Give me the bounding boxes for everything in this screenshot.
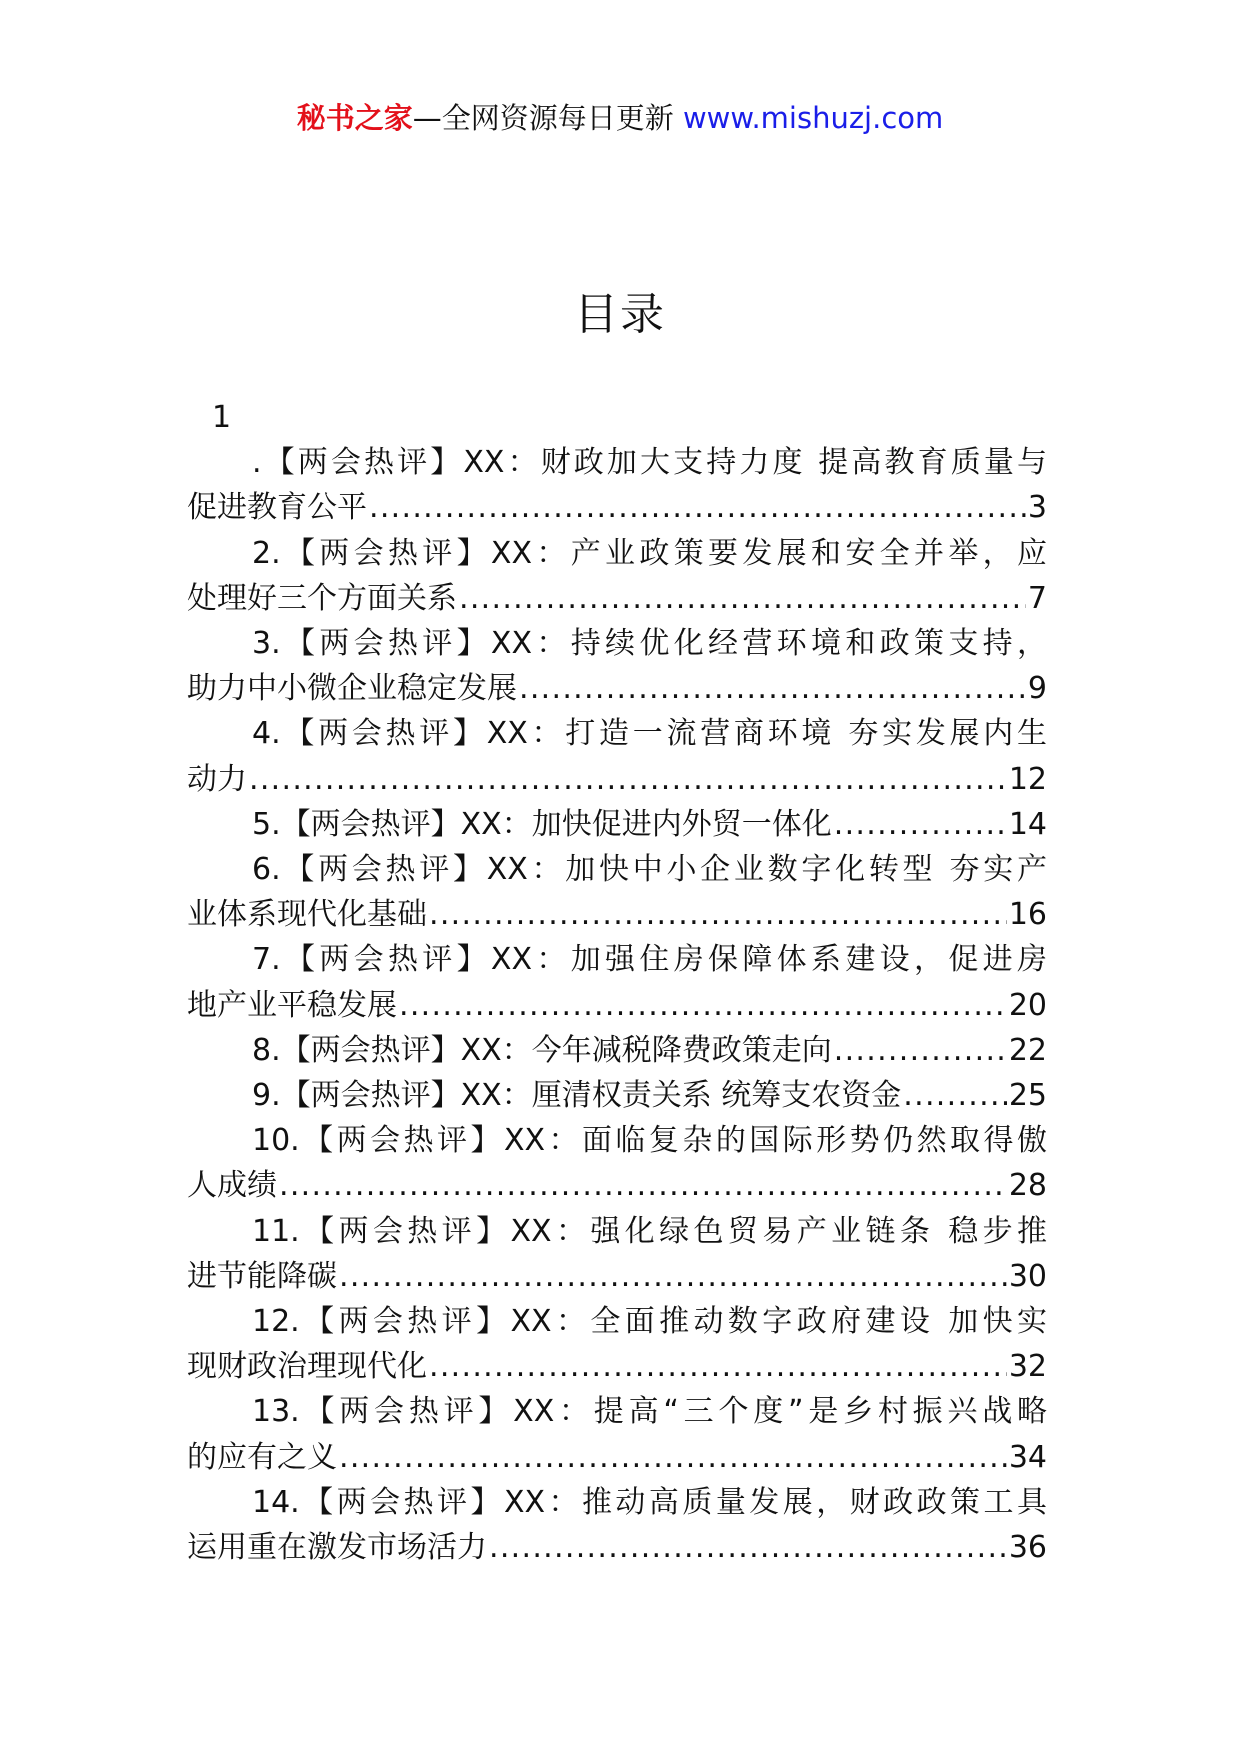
toc-page-number: 28 [1008, 1168, 1047, 1204]
toc-page-number: 34 [1008, 1439, 1047, 1475]
toc-entry-title-continued: 现财政治理现代化 [187, 1349, 427, 1385]
toc-entry-title: 11.【两会热评】XX：强化绿色贸易产业链条 稳步推 [252, 1213, 1047, 1249]
toc-entry[interactable] [187, 1073, 1047, 1118]
toc-entry-title: 5.【两会热评】XX：加快促进内外贸一体化 [252, 806, 832, 842]
toc-page-number: 16 [1008, 897, 1047, 933]
toc-entry-title: 10.【两会热评】XX：面临复杂的国际形势仍然取得傲 [252, 1123, 1047, 1159]
toc-entry-title: 6.【两会热评】XX：加快中小企业数字化转型 夯实产 [252, 852, 1047, 888]
site-header [0, 96, 1240, 137]
dot-leader [279, 1163, 1007, 1208]
toc-page-number: 30 [1008, 1258, 1047, 1294]
toc-entry[interactable] [187, 847, 1047, 937]
toc-stray-number: 1 [212, 400, 232, 435]
dot-leader [369, 485, 1026, 530]
dot-leader [429, 1344, 1007, 1389]
toc-entry[interactable] [187, 531, 1047, 621]
dot-leader [519, 666, 1026, 711]
toc-entry-title-continued: 业体系现代化基础 [187, 897, 427, 933]
toc-entry[interactable] [187, 1299, 1047, 1389]
toc-page-number: 12 [1008, 761, 1047, 797]
toc-entry-title: 7.【两会热评】XX：加强住房保障体系建设，促进房 [252, 942, 1047, 978]
toc-entry-title: 2.【两会热评】XX：产业政策要发展和安全并举，应 [252, 535, 1047, 571]
toc-entry-title: 13.【两会热评】XX：提高“三个度”是乡村振兴战略 [252, 1394, 1047, 1430]
toc-page-number: 20 [1008, 987, 1047, 1023]
dot-leader [399, 983, 1007, 1028]
toc-entry[interactable] [187, 621, 1047, 711]
toc-entry-title: 4.【两会热评】XX：打造一流营商环境 夯实发展内生 [252, 716, 1047, 752]
dot-leader [339, 1435, 1007, 1480]
toc-entry-title-continued: 运用重在激发市场活力 [187, 1530, 487, 1566]
toc-page-number: 9 [1027, 671, 1047, 707]
toc-entry-title-continued: 处理好三个方面关系 [187, 580, 457, 616]
toc-entry-title-continued: 动力 [187, 761, 247, 797]
dot-leader [489, 1525, 1007, 1570]
dot-leader [903, 1073, 1007, 1118]
toc-entry[interactable] [187, 711, 1047, 801]
toc-entry[interactable] [187, 1118, 1047, 1208]
dot-leader [834, 1028, 1007, 1073]
toc-entry-title-continued: 促进教育公平 [187, 490, 367, 526]
toc-entry-title: 8.【两会热评】XX：今年减税降费政策走向 [252, 1032, 832, 1068]
dot-leader [339, 1254, 1007, 1299]
toc-entries [187, 440, 1047, 1570]
toc-page-number: 22 [1008, 1032, 1047, 1068]
brand-name: 秘书之家 [296, 101, 413, 135]
toc-entry-title-continued: 地产业平稳发展 [187, 987, 397, 1023]
toc-entry-title: 14.【两会热评】XX：推动高质量发展，财政政策工具 [252, 1484, 1047, 1520]
toc-entry-title: 3.【两会热评】XX：持续优化经营环境和政策支持， [252, 626, 1047, 662]
toc-entry[interactable] [187, 1480, 1047, 1570]
toc-page-number: 7 [1027, 580, 1047, 616]
dot-leader [834, 802, 1007, 847]
toc-entry-title-continued: 进节能降碳 [187, 1258, 337, 1294]
dot-leader [249, 757, 1007, 802]
toc-entry-title-continued: 助力中小微企业稳定发展 [187, 671, 517, 707]
site-url-link[interactable]: www.mishuzj.com [682, 101, 944, 135]
dot-leader [429, 892, 1007, 937]
toc-page-number: 3 [1027, 490, 1047, 526]
toc-page-number: 32 [1008, 1349, 1047, 1385]
toc-entry[interactable] [187, 1028, 1047, 1073]
toc-entry[interactable] [187, 440, 1047, 530]
toc-entry-title: 12.【两会热评】XX：全面推动数字政府建设 加快实 [252, 1304, 1047, 1340]
dot-leader [459, 576, 1026, 621]
toc-entry[interactable] [187, 1389, 1047, 1479]
toc-entry-title: 9.【两会热评】XX：厘清权责关系 统筹支农资金 [252, 1078, 902, 1114]
page-title: 目录 [574, 289, 666, 340]
header-tagline: —全网资源每日更新 [412, 101, 683, 135]
toc-entry[interactable] [187, 1209, 1047, 1299]
toc-entry-title-continued: 人成绩 [187, 1168, 277, 1204]
toc-entry[interactable] [187, 802, 1047, 847]
table-of-contents [187, 395, 1047, 1570]
toc-entry[interactable] [187, 937, 1047, 1027]
toc-entry-title-continued: 的应有之义 [187, 1439, 337, 1475]
toc-page-number: 36 [1008, 1530, 1047, 1566]
toc-page-number: 14 [1008, 806, 1047, 842]
toc-page-number: 25 [1008, 1078, 1047, 1114]
toc-entry-title: .【两会热评】XX：财政加大支持力度 提高教育质量与 [252, 445, 1047, 481]
